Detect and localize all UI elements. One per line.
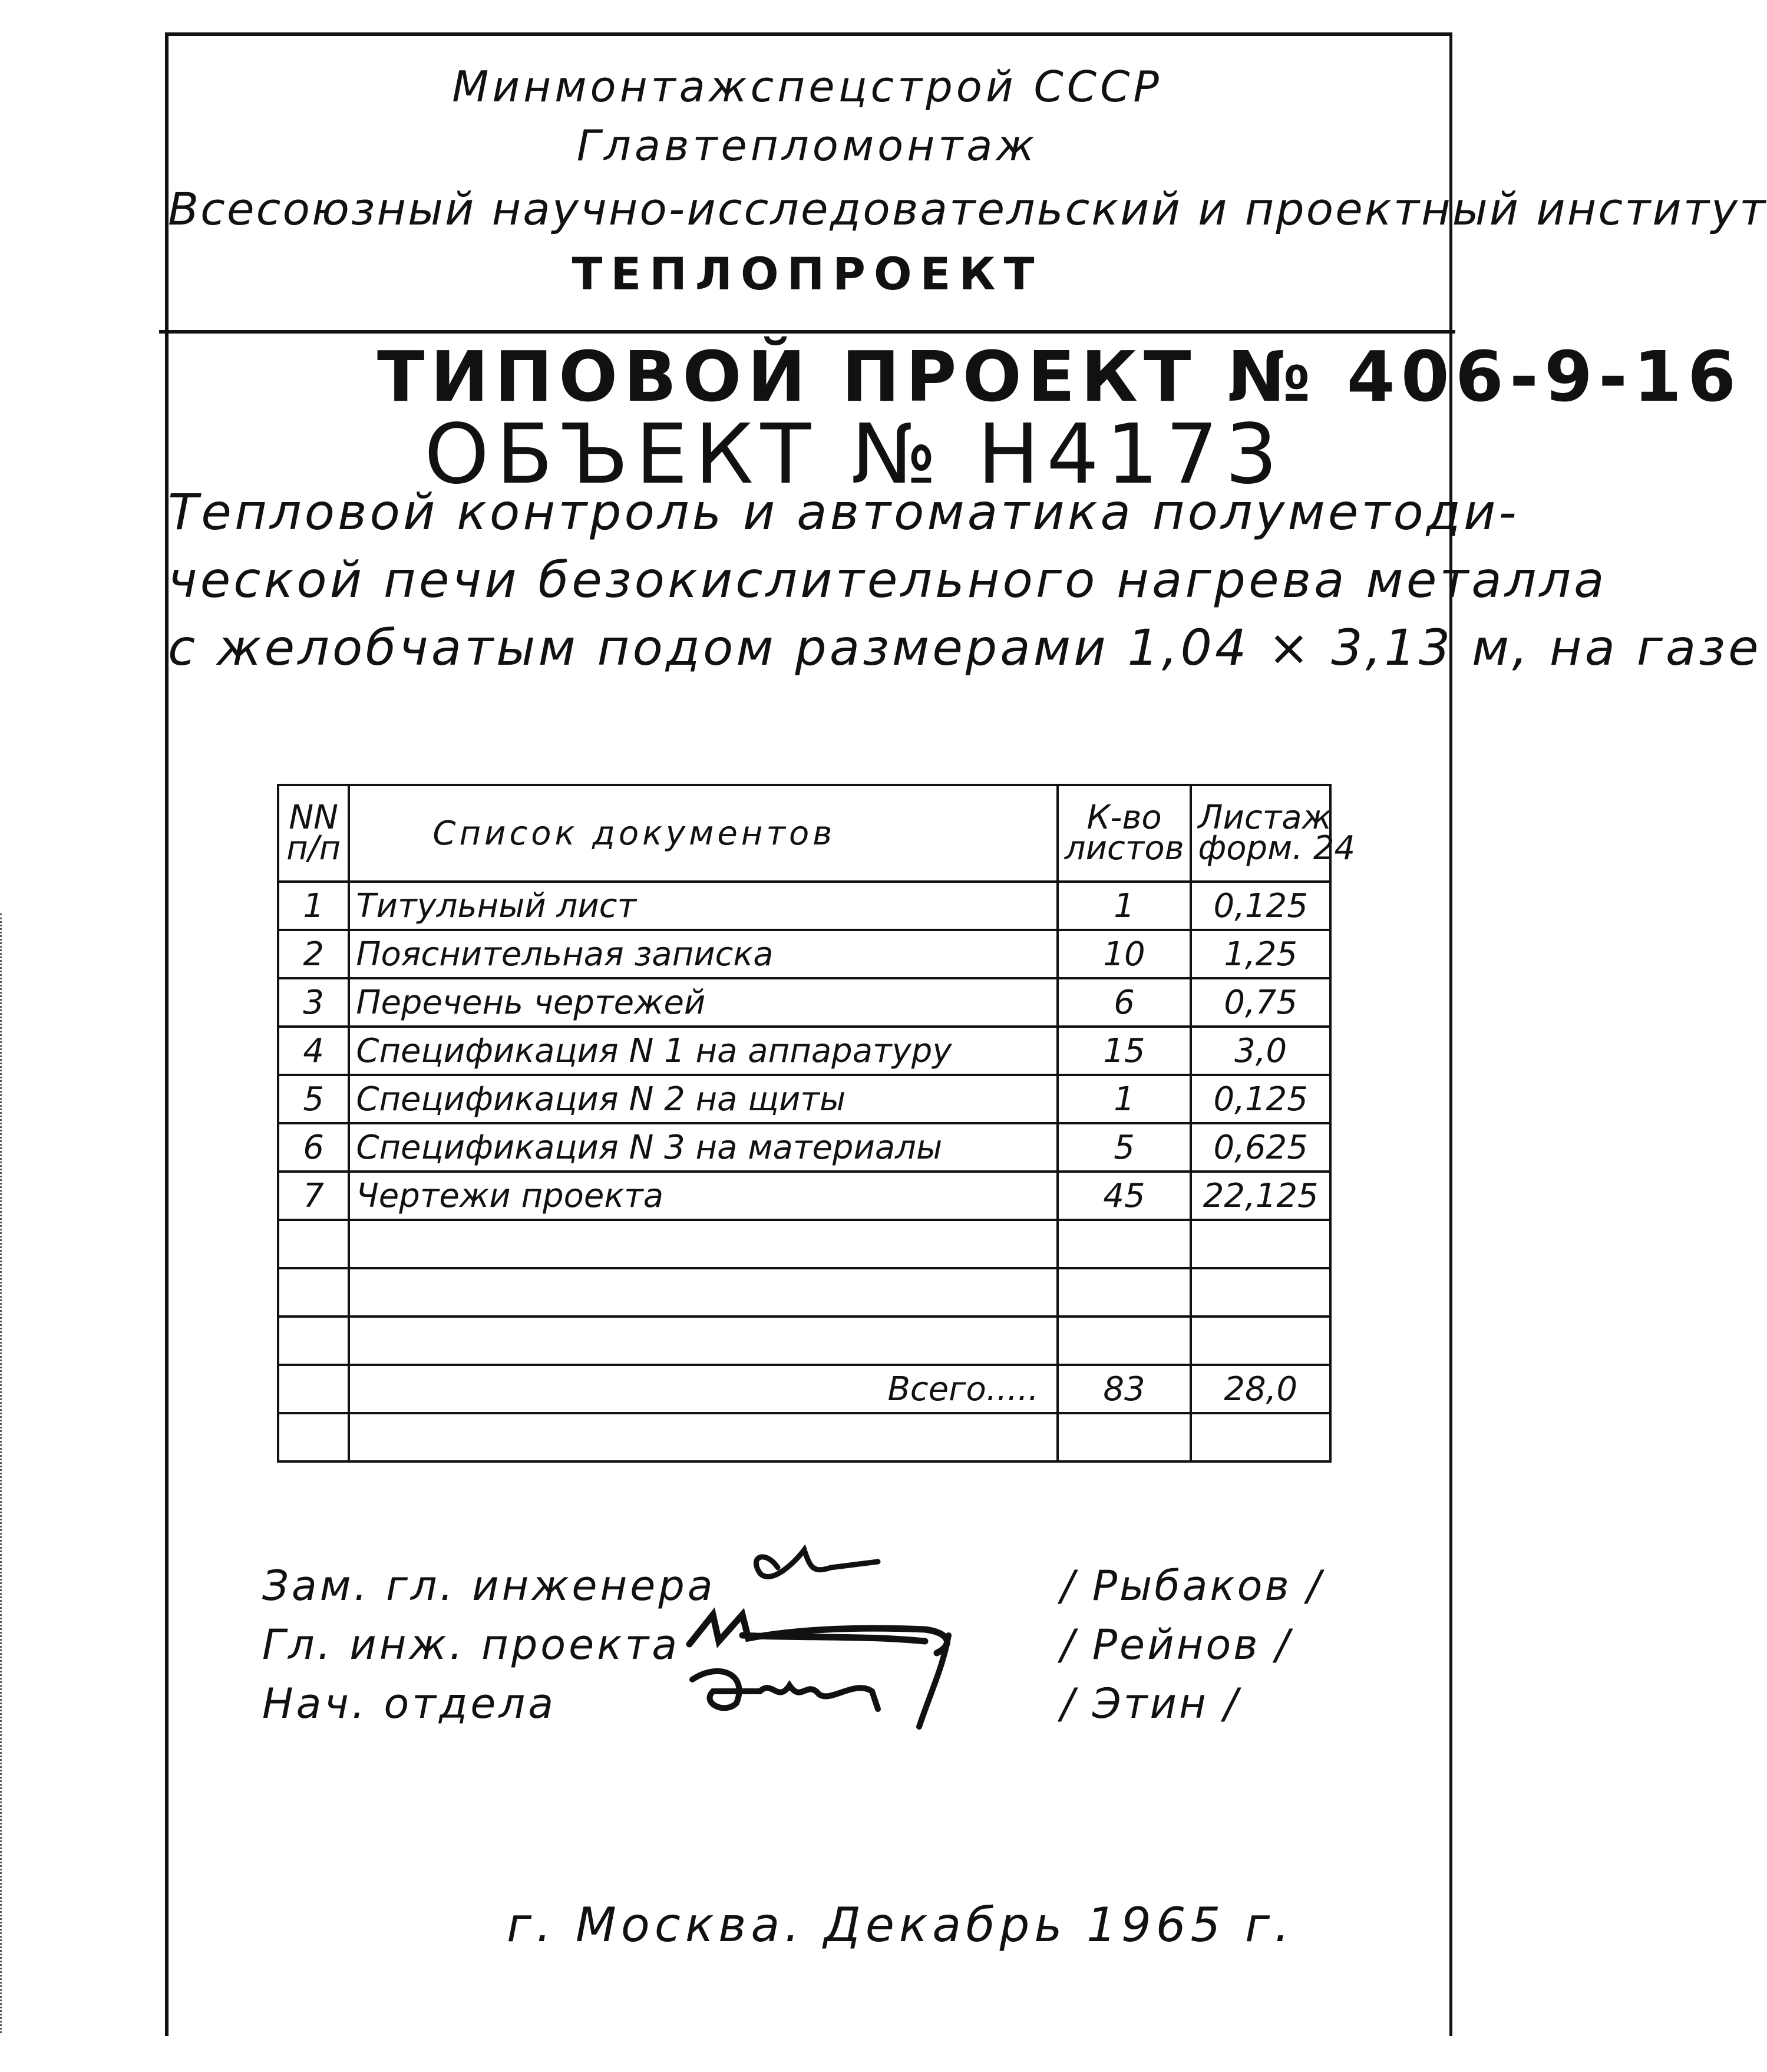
table-row-empty [278, 1317, 1330, 1365]
description-line-1: Тепловой контроль и автоматика полуметоди- [168, 483, 1520, 541]
row-format: 0,75 [1191, 978, 1330, 1027]
empty-cell [1058, 1220, 1191, 1268]
table-header-row [278, 785, 1330, 882]
description-line-2: ческой печи безокислительного нагрева металла [168, 551, 1607, 609]
row-document: Чертежи проекта [349, 1172, 1057, 1220]
table-row [278, 930, 1330, 978]
signature-2 [689, 1615, 947, 1653]
row-document: Спецификация N 1 на аппаратуру [349, 1027, 1057, 1075]
row-format: 0,125 [1191, 882, 1330, 930]
total-format: 28,0 [1191, 1365, 1330, 1413]
row-document: Перечень чертежей [349, 978, 1057, 1027]
header-number [278, 785, 349, 882]
total-label: Всего..... [349, 1365, 1057, 1413]
empty-cell [349, 1317, 1057, 1365]
total-quantity: 83 [1058, 1365, 1191, 1413]
table-row [278, 1172, 1330, 1220]
row-format: 0,125 [1191, 1075, 1330, 1123]
signature-3 [692, 1635, 949, 1727]
table-row [278, 1075, 1330, 1123]
row-number: 7 [278, 1172, 349, 1220]
table-row [278, 882, 1330, 930]
header-separator [159, 330, 1455, 334]
row-quantity: 6 [1058, 978, 1191, 1027]
typical-project-title: ТИПОВОЙ ПРОЕКТ № 406-9-16 [377, 336, 1742, 417]
empty-cell [1191, 1268, 1330, 1317]
row-document: Спецификация N 3 на материалы [349, 1123, 1057, 1172]
row-quantity: 1 [1058, 882, 1191, 930]
role-department-head: Нач. отдела [262, 1680, 557, 1728]
empty-cell [1058, 1413, 1191, 1461]
handwritten-signatures [678, 1526, 1008, 1750]
institute-title: ТЕПЛОПРОЕКТ [572, 248, 1043, 300]
table-row [278, 1027, 1330, 1075]
table-row-empty [278, 1413, 1330, 1461]
header-quantity-line1: К-во [1086, 799, 1162, 837]
institute-name: Всесоюзный научно-исследовательский и проектный институт [168, 183, 1767, 235]
empty-cell [349, 1413, 1057, 1461]
empty-cell [1191, 1317, 1330, 1365]
empty-cell [1191, 1413, 1330, 1461]
header-documents: Список документов [349, 785, 1057, 882]
row-quantity: 15 [1058, 1027, 1191, 1075]
name-etin: / Этин / [1061, 1680, 1240, 1728]
header-number-line1: NN [289, 799, 339, 837]
empty-cell [278, 1413, 349, 1461]
table-row-total [278, 1365, 1330, 1413]
row-quantity: 45 [1058, 1172, 1191, 1220]
object-number: ОБЪЕКТ № Н4173 [424, 407, 1285, 503]
empty-cell [278, 1365, 349, 1413]
row-document: Титульный лист [349, 882, 1057, 930]
glavk-name: Главтепломонтаж [576, 121, 1038, 170]
role-chief-project-engineer: Гл. инж. проекта [262, 1621, 681, 1669]
table-row [278, 1123, 1330, 1172]
table-row-empty [278, 1220, 1330, 1268]
row-format: 1,25 [1191, 930, 1330, 978]
header-format [1191, 785, 1356, 882]
row-format: 3,0 [1191, 1027, 1330, 1075]
empty-cell [349, 1268, 1057, 1317]
row-number: 4 [278, 1027, 349, 1075]
empty-cell [1058, 1268, 1191, 1317]
documents-table [277, 784, 1356, 1463]
description-line-3: с желобчатым подом размерами 1,04 × 3,13 м, на газе [168, 619, 1762, 677]
empty-cell [278, 1317, 349, 1365]
row-format: 22,125 [1191, 1172, 1330, 1220]
row-number: 6 [278, 1123, 349, 1172]
empty-cell [1058, 1317, 1191, 1365]
city-and-date: г. Москва. Декабрь 1965 г. [507, 1898, 1294, 1952]
header-quantity [1058, 785, 1191, 882]
name-rybakov: / Рыбаков / [1061, 1562, 1323, 1610]
row-document: Пояснительная записка [349, 930, 1057, 978]
empty-cell [1191, 1220, 1330, 1268]
row-number: 2 [278, 930, 349, 978]
header-format-line2: форм. 24 [1198, 829, 1356, 867]
empty-cell [278, 1220, 349, 1268]
row-quantity: 5 [1058, 1123, 1191, 1172]
table-row-empty [278, 1268, 1330, 1317]
row-quantity: 1 [1058, 1075, 1191, 1123]
row-document: Спецификация N 2 на щиты [349, 1075, 1057, 1123]
row-number: 5 [278, 1075, 349, 1123]
row-number: 1 [278, 882, 349, 930]
header-quantity-line2: листов [1064, 829, 1184, 867]
row-number: 3 [278, 978, 349, 1027]
ministry-name: Минмонтажспецстрой СССР [452, 62, 1162, 111]
frame-top-border [165, 32, 1449, 36]
header-number-line2: п/п [286, 829, 341, 867]
row-quantity: 10 [1058, 930, 1191, 978]
empty-cell [349, 1220, 1057, 1268]
header-format-line1: Листаж [1198, 799, 1332, 837]
row-format: 0,625 [1191, 1123, 1330, 1172]
signature-1 [756, 1550, 878, 1576]
name-reinov: / Рейнов / [1061, 1621, 1292, 1669]
role-deputy-chief-engineer: Зам. гл. инженера [262, 1562, 716, 1610]
table-row [278, 978, 1330, 1027]
scan-edge-marks [0, 913, 8, 2033]
empty-cell [278, 1268, 349, 1317]
